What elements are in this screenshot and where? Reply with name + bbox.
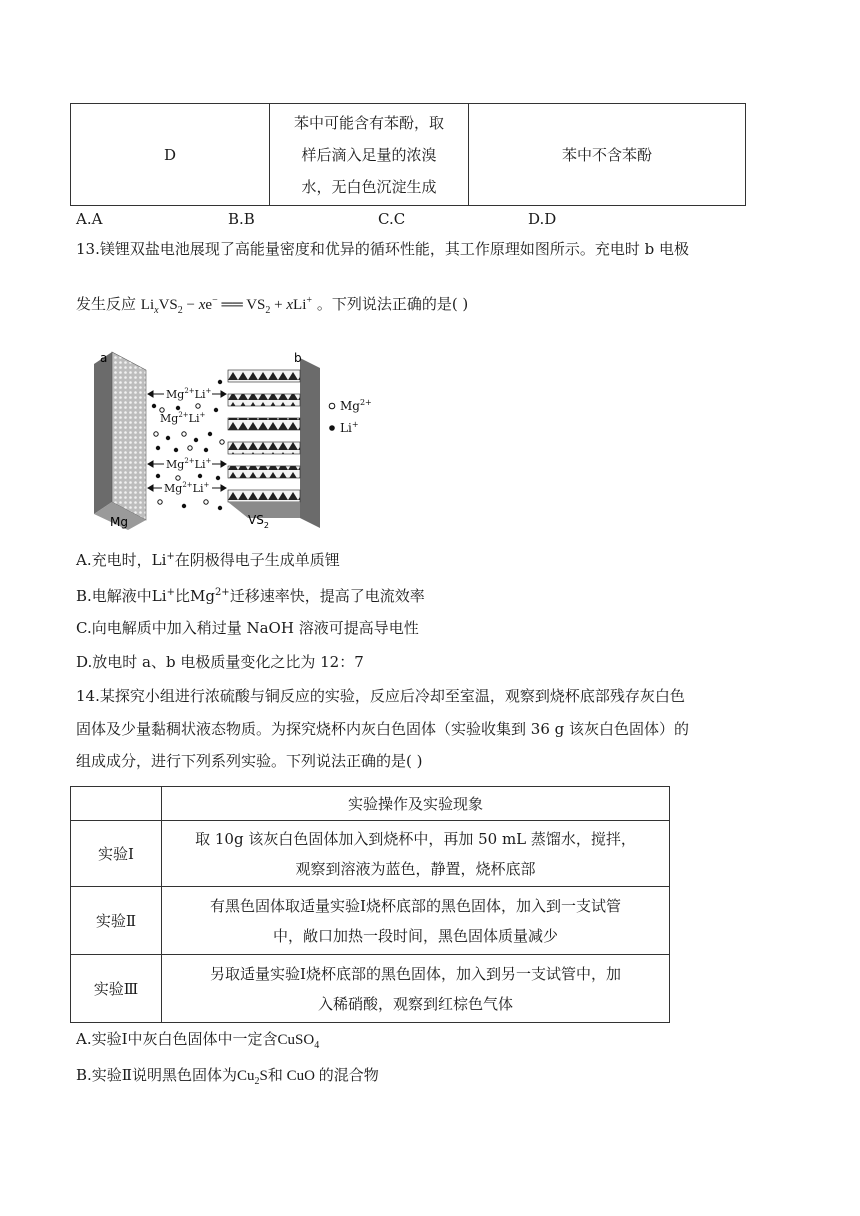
q14-stem-line3: 组成成分，进行下列系列实验。下列说法正确的是( ) <box>76 752 423 770</box>
vs2-electrode <box>228 358 320 528</box>
experiment-name: 实验Ⅰ <box>71 821 162 887</box>
mg-electrode <box>94 352 146 530</box>
row-label-cell <box>71 104 270 206</box>
q13-option-a: A.充电时，Li+在阴极得电子生成单质锂 <box>76 551 340 569</box>
li-ion: Li+ <box>151 551 175 569</box>
q13-stem-suffix: 。下列说法正确的是( ) <box>316 295 469 313</box>
experiment-text: 另取适量实验Ⅰ烧杯底部的黑色固体，加入到另一支试管中，加 入稀硝酸，观察到红棕色气体 <box>162 955 670 1023</box>
q13-option-b: B.电解液中Li+比$Mg^{2+}$迁移速率快，提高了电流效率 <box>76 587 425 605</box>
operation-line: 水，无白色沉淀生成 <box>301 177 437 196</box>
charge-equation: $Li_xVS_2 - xe^-$ ══ $VS_2 + xLi^+$ <box>140 295 313 316</box>
q13-option-d: D.放电时 a、b 电极质量变化之比为 12：7 <box>76 653 364 671</box>
operation-line: 苯中可能含有苯酚，取 <box>293 113 444 132</box>
svg-text:Mg2+Li+: $Mg^{2+}Li^+$ <box>164 481 210 495</box>
q13-option-c: C.向电解质中加入稍过量 NaOH 溶液可提高导电性 <box>76 619 419 637</box>
svg-text:Mg2+Li+: $Mg^{2+}Li^+$ <box>166 387 212 401</box>
q12-option-c: C.C <box>378 210 406 228</box>
q14-option-b: B.实验Ⅱ说明黑色固体为$Cu_2S$和 CuO 的混合物 <box>76 1066 379 1087</box>
li-ion: Li+ <box>151 587 175 605</box>
cu2s-formula: $Cu_2S$ <box>237 1068 268 1087</box>
top-table <box>70 103 746 206</box>
operation-line: 样后滴入足量的浓溴 <box>301 145 437 164</box>
q12-option-d: D.D <box>528 210 557 228</box>
legend <box>329 398 372 435</box>
experiment-text: 取 10g 该灰白色固体加入到烧杯中，再加 50 mL 蒸馏水，搅拌， 观察到溶液为蓝色，静置，烧杯底部 <box>162 821 670 887</box>
svg-text:Mg2+: $Mg^{2+}$ <box>340 398 372 413</box>
ion-particles <box>152 380 224 510</box>
label-vs2: $VS_2$ <box>248 513 269 530</box>
svg-text:Li+: Li+ <box>340 420 359 435</box>
conclusion-text: 苯中不含苯酚 <box>561 146 652 164</box>
q14-option-a: A.实验Ⅰ中灰白色固体中一定含CuSO$_4$ <box>76 1030 320 1051</box>
header-empty-cell <box>71 787 162 821</box>
experiment-table <box>70 786 670 1023</box>
q12-option-b: B.B <box>228 210 255 228</box>
row-label: D <box>163 145 177 164</box>
cuo-formula: CuO <box>282 1068 319 1084</box>
cuso4-formula: CuSO$_4$ <box>277 1032 320 1051</box>
label-b: b <box>294 351 302 365</box>
battery-diagram <box>88 350 388 532</box>
label-mg: Mg <box>110 515 128 529</box>
q13-stem-prefix: 发生反应 <box>76 295 137 313</box>
mg-ion: $Mg^{2+}$ <box>189 587 230 605</box>
header-cell: 实验操作及实验现象 <box>162 787 670 821</box>
q12-option-a: A.A <box>76 210 103 228</box>
svg-text:Mg2+Li+: $Mg^{2+}Li^+$ <box>166 457 212 471</box>
experiment-name: 实验Ⅲ <box>71 955 162 1023</box>
operation-cell <box>270 104 469 206</box>
q14-stem-line1: 14.某探究小组进行浓硫酸与铜反应的实验，反应后冷却至室温，观察到烧杯底部残存灰白色 <box>76 687 685 705</box>
label-a: a <box>100 351 108 365</box>
q14-stem-line2: 固体及少量黏稠状液态物质。为探究烧杯内灰白色固体（实验收集到 36 g 该灰白色固体）的 <box>76 720 689 738</box>
experiment-text: 有黑色固体取适量实验Ⅰ烧杯底部的黑色固体，加入到一支试管 中，敞口加热一段时间，黑色固体质量减少 <box>162 887 670 955</box>
q13-stem-line2 <box>76 290 468 322</box>
svg-text:Mg2+Li+: $Mg^{2+}Li^+$ <box>160 411 206 425</box>
experiment-name: 实验Ⅱ <box>71 887 162 955</box>
conclusion-cell <box>469 104 746 206</box>
ion-labels <box>160 387 211 495</box>
q13-stem-line1: 13.镁锂双盐电池展现了高能量密度和优异的循环性能，其工作原理如图所示。充电时 b 电极 <box>76 240 689 258</box>
